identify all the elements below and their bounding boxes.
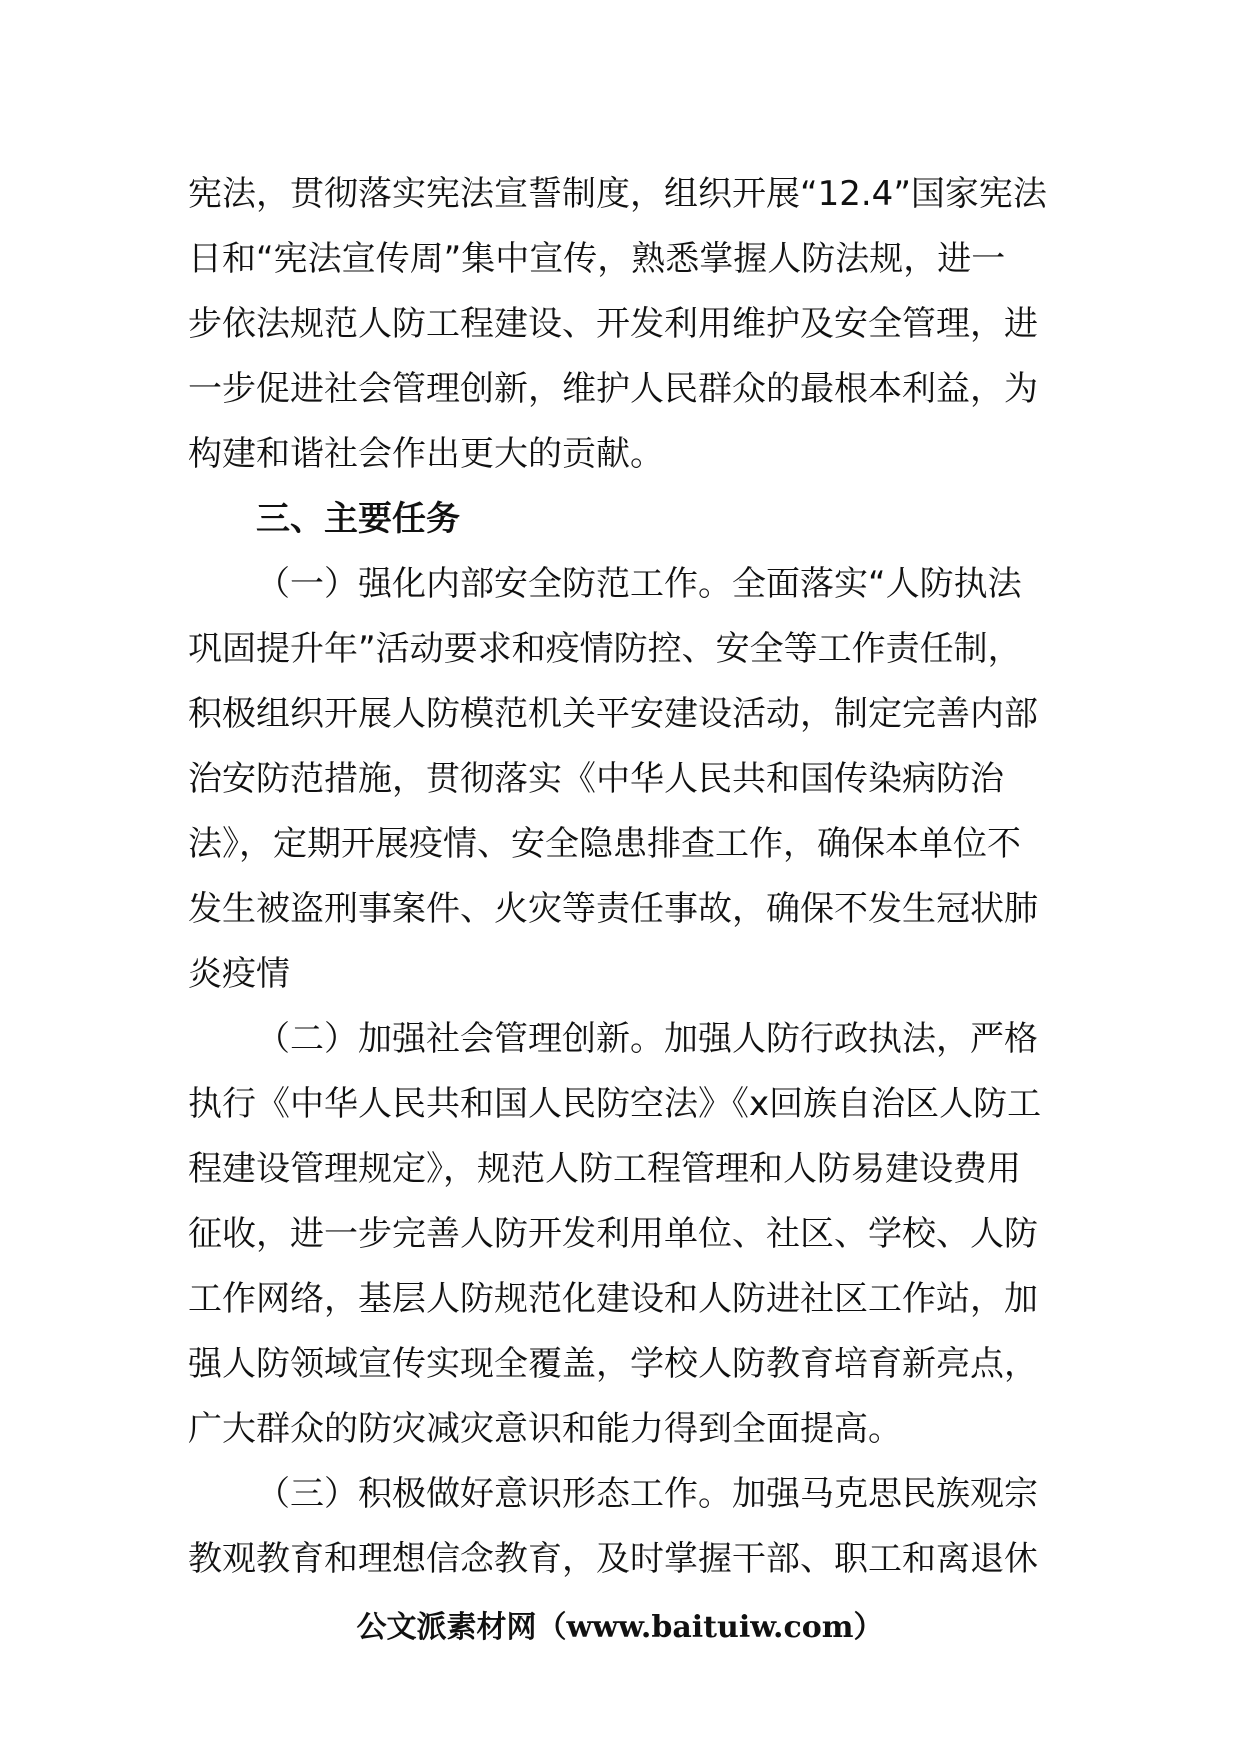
text-line: 征收，进一步完善人防开发利用单位、社区、学校、人防 [188, 1214, 1038, 1254]
text-line: 积极组织开展人防模范机关平安建设活动，制定完善内部 [188, 694, 1038, 734]
text-line: 程建设管理规定》，规范人防工程管理和人防易建设费用 [188, 1149, 1021, 1189]
text-line: 巩固提升年”活动要求和疫情防控、安全等工作责任制， [188, 629, 1022, 669]
text-line: 广大群众的防灾减灾意识和能力得到全面提高。 [188, 1409, 902, 1449]
footer-watermark: 公文派素材网（www.baituiw.com） [356, 1610, 884, 1645]
text-line: 工作网络，基层人防规范化建设和人防进社区工作站，加 [188, 1279, 1038, 1319]
text-line: 炎疫情 [188, 954, 290, 994]
text-line: 发生被盗刑事案件、火灾等责任事故，确保不发生冠状肺 [188, 889, 1038, 929]
text-line: 教观教育和理想信念教育，及时掌握干部、职工和离退休 [188, 1539, 1038, 1579]
document-body [188, 162, 1058, 1592]
text-line: 强人防领域宣传实现全覆盖，学校人防教育培育新亮点， [188, 1344, 1038, 1384]
text-line: （一）强化内部安全防范工作。全面落实“人防执法 [256, 564, 1022, 604]
text-line: （三）积极做好意识形态工作。加强马克思民族观宗 [256, 1474, 1038, 1514]
section-heading: 三、主要任务 [256, 499, 460, 539]
text-line: 宪法，贯彻落实宪法宣誓制度，组织开展“12.4”国家宪法 [188, 174, 1047, 214]
text-line: 构建和谐社会作出更大的贡献。 [188, 434, 664, 474]
text-line: 执行《中华人民共和国人民防空法》《x回族自治区人防工 [188, 1084, 1042, 1124]
text-line: 步依法规范人防工程建设、开发利用维护及安全管理，进 [188, 304, 1038, 344]
text-line: 治安防范措施，贯彻落实《中华人民共和国传染病防治 [188, 759, 1004, 799]
text-line: 法》，定期开展疫情、安全隐患排查工作，确保本单位不 [188, 824, 1021, 864]
text-line: 日和“宪法宣传周”集中宣传，熟悉掌握人防法规，进一 [188, 239, 1006, 279]
text-line: 一步促进社会管理创新，维护人民群众的最根本利益，为 [188, 369, 1038, 409]
text-line: （二）加强社会管理创新。加强人防行政执法，严格 [256, 1019, 1038, 1059]
